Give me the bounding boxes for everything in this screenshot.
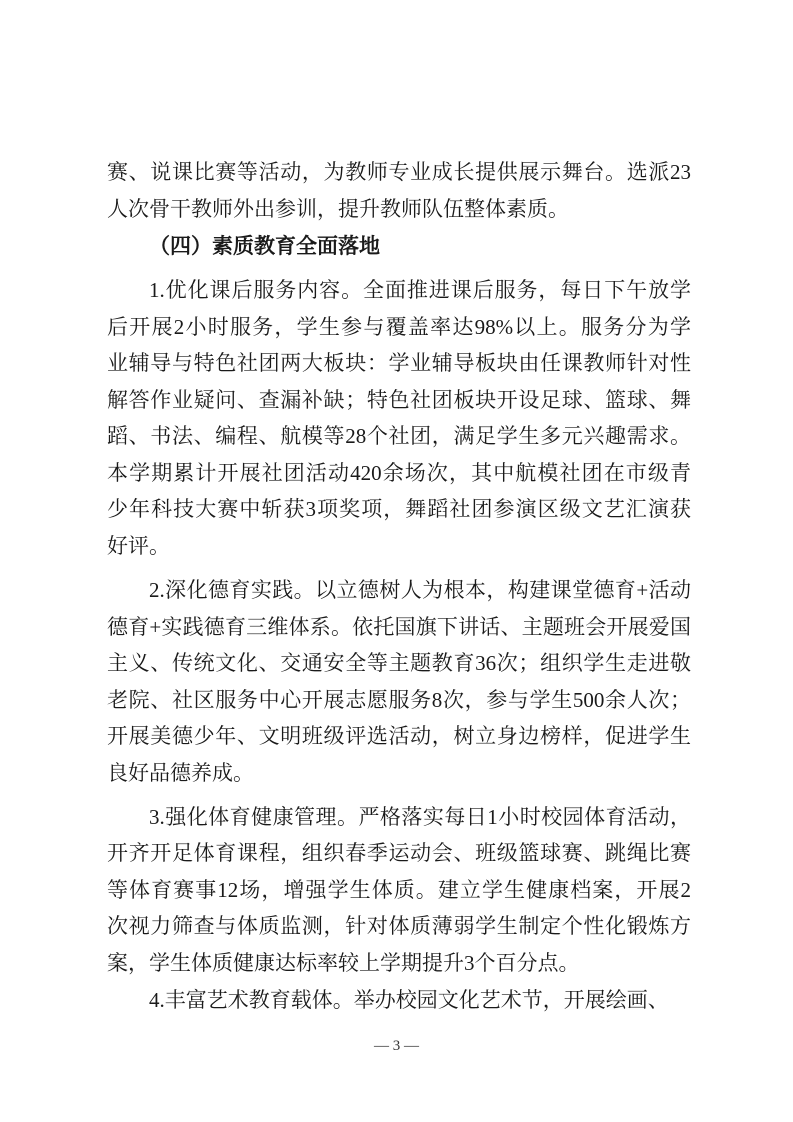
paragraph-line: 等体育赛事12场，增强学生体质。建立学生健康档案，开展2 <box>107 878 691 902</box>
paragraph-line: 人次骨干教师外出参训，提升教师队伍整体素质。 <box>107 197 569 221</box>
paragraph-line: 良好品德养成。 <box>107 761 254 785</box>
paragraph-line: 赛、说课比赛等活动，为教师专业成长提供展示舞台。选派23 <box>107 160 691 184</box>
paragraph-line: 老院、社区服务中心开展志愿服务8次，参与学生500余人次； <box>107 688 691 712</box>
paragraph-line: 开齐开足体育课程，组织春季运动会、班级篮球赛、跳绳比赛 <box>107 841 691 865</box>
paragraph-line: 本学期累计开展社团活动420余场次，其中航模社团在市级青 <box>107 461 691 485</box>
paragraph-line: 2.深化德育实践。以立德树人为根本，构建课堂德育+活动 <box>149 578 691 602</box>
paragraph-line: 3.强化体育健康管理。严格落实每日1小时校园体育活动， <box>149 805 691 829</box>
paragraph-line: 业辅导与特色社团两大板块：学业辅导板块由任课教师针对性 <box>107 351 691 375</box>
paragraph-line: 4.丰富艺术教育载体。举办校园文化艺术节，开展绘画、 <box>149 988 669 1012</box>
paragraph-line: 德育+实践德育三维体系。依托国旗下讲话、主题班会开展爱国 <box>107 615 691 639</box>
paragraph-line: 主义、传统文化、交通安全等主题教育36次；组织学生走进敬 <box>107 651 691 675</box>
paragraph-line: 开展美德少年、文明班级评选活动，树立身边榜样，促进学生 <box>107 724 691 748</box>
paragraph-line: 好评。 <box>107 534 170 558</box>
paragraph-line: 1.优化课后服务内容。全面推进课后服务，每日下午放学 <box>149 278 691 302</box>
paragraph-line: 次视力筛查与体质监测，针对体质薄弱学生制定个性化锻炼方 <box>107 914 691 938</box>
paragraph-line: 解答作业疑问、查漏补缺；特色社团板块开设足球、篮球、舞 <box>107 388 691 412</box>
paragraph-line: 少年科技大赛中斩获3项奖项，舞蹈社团参演区级文艺汇演获 <box>107 497 691 521</box>
paragraph-line: 蹈、书法、编程、航模等28个社团，满足学生多元兴趣需求。 <box>107 424 691 448</box>
paragraph-line: 后开展2小时服务，学生参与覆盖率达98%以上。服务分为学 <box>107 315 691 339</box>
section-heading: （四）素质教育全面落地 <box>149 234 380 258</box>
paragraph-line: 案，学生体质健康达标率较上学期提升3个百分点。 <box>107 951 580 975</box>
page-number: — 3 — <box>374 1038 419 1054</box>
